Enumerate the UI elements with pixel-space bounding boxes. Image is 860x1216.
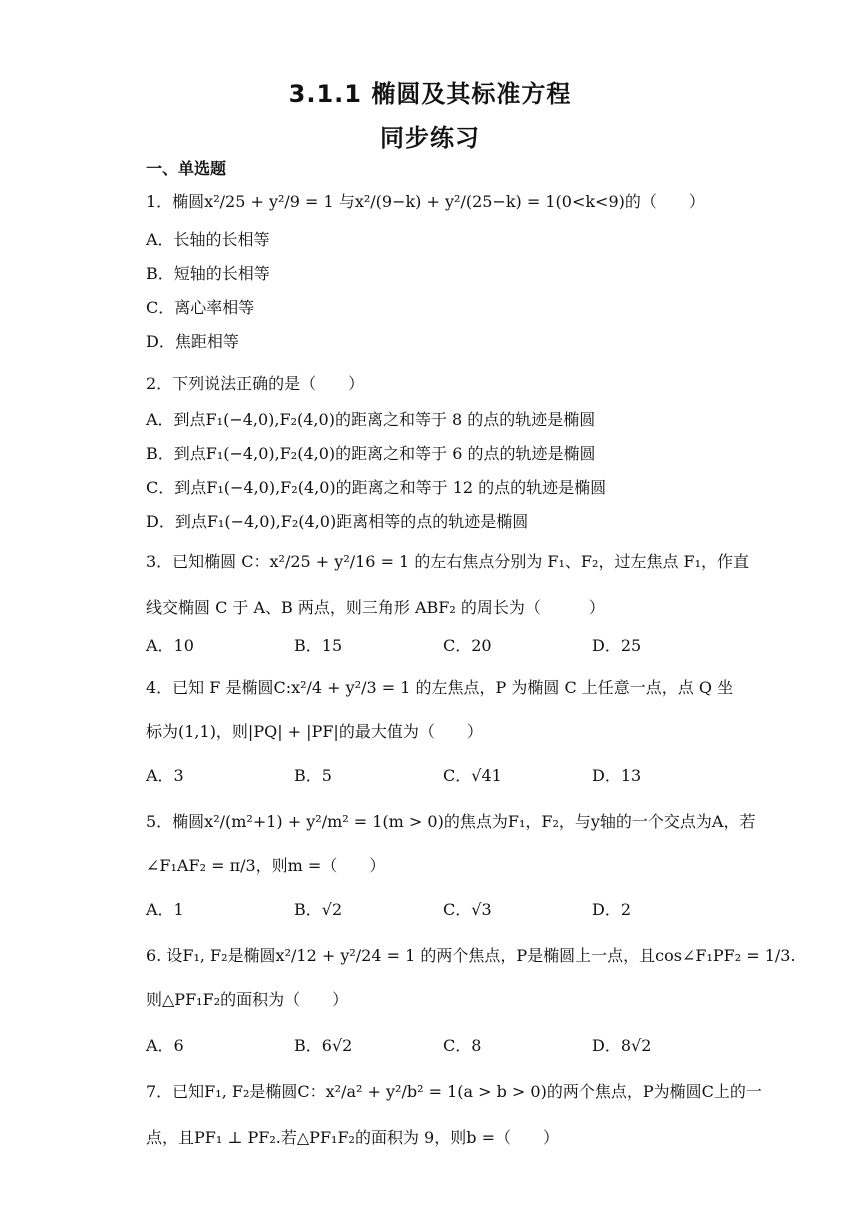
q2-option-a: A．到点F₁(−4,0),F₂(4,0)的距离之和等于 8 的点的轨迹是椭圆: [146, 410, 596, 429]
q5-option-d: D．2: [592, 900, 632, 919]
q4-stem-line1: 4．已知 F 是椭圆C:x²/4 + y²/3 = 1 的左焦点，P 为椭圆 C 上任意一点，点 Q 坐: [146, 678, 734, 697]
q6-stem-line2: 则△PF₁F₂的面积为（ ）: [146, 990, 349, 1009]
q1-option-d: D．焦距相等: [146, 332, 239, 351]
q2-option-d: D．到点F₁(−4,0),F₂(4,0)距离相等的点的轨迹是椭圆: [146, 512, 529, 531]
q7-stem-line2: 点，且PF₁ ⊥ PF₂.若△PF₁F₂的面积为 9，则b =（ ）: [146, 1128, 559, 1147]
q2-option-c: C．到点F₁(−4,0),F₂(4,0)的距离之和等于 12 的点的轨迹是椭圆: [146, 478, 607, 497]
q1-option-b: B．短轴的长相等: [146, 264, 270, 283]
q7-stem-line1: 7．已知F₁, F₂是椭圆C：x²/a² + y²/b² = 1(a > b > 0)的两个焦点，P为椭圆C上的一: [146, 1082, 762, 1101]
q3-stem-line2: 线交椭圆 C 于 A、B 两点，则三角形 ABF₂ 的周长为（ ）: [146, 598, 605, 617]
q4-stem-line2: 标为(1,1)，则|PQ| + |PF|的最大值为（ ）: [146, 722, 483, 741]
q5-option-b: B．√2: [294, 900, 343, 919]
q5-option-c: C．√3: [443, 900, 492, 919]
q5-option-a: A．1: [146, 900, 184, 919]
q3-option-a: A．10: [146, 636, 194, 655]
title-line1: 3.1.1 椭圆及其标准方程: [288, 80, 572, 108]
q1-stem: 1．椭圆x²/25 + y²/9 = 1 与x²/(9−k) + y²/(25−k) = 1(0<k<9)的（ ）: [146, 192, 705, 211]
q6-stem-line1: 6. 设F₁, F₂是椭圆x²/12 + y²/24 = 1 的两个焦点，P是椭圆上一点，且cos∠F₁PF₂ = 1/3.: [146, 946, 796, 965]
q1-option-a: A．长轴的长相等: [146, 230, 270, 249]
q2-option-b: B．到点F₁(−4,0),F₂(4,0)的距离之和等于 6 的点的轨迹是椭圆: [146, 444, 596, 463]
q3-stem-line1: 3．已知椭圆 C：x²/25 + y²/16 = 1 的左右焦点分别为 F₁、F₂，过左焦点 F₁，作直: [146, 552, 750, 571]
q6-option-c: C．8: [443, 1036, 482, 1055]
q4-option-d: D．13: [592, 766, 642, 785]
q6-option-b: B．6√2: [294, 1036, 353, 1055]
section-heading: 一、单选题: [146, 159, 227, 178]
q3-option-b: B．15: [294, 636, 343, 655]
q4-option-a: A．3: [146, 766, 184, 785]
q6-option-a: A．6: [146, 1036, 184, 1055]
title-line2: 同步练习: [380, 124, 480, 152]
q4-option-c: C．√41: [443, 766, 502, 785]
q3-option-c: C．20: [443, 636, 492, 655]
q6-option-d: D．8√2: [592, 1036, 652, 1055]
q5-stem-line2: ∠F₁AF₂ = π/3，则m =（ ）: [146, 856, 386, 875]
q1-option-c: C．离心率相等: [146, 298, 255, 317]
q2-stem: 2．下列说法正确的是（ ）: [146, 374, 365, 393]
q3-option-d: D．25: [592, 636, 642, 655]
q4-option-b: B．5: [294, 766, 332, 785]
q5-stem-line1: 5．椭圆x²/(m²+1) + y²/m² = 1(m > 0)的焦点为F₁，F₂，与y轴的一个交点为A，若: [146, 812, 756, 831]
